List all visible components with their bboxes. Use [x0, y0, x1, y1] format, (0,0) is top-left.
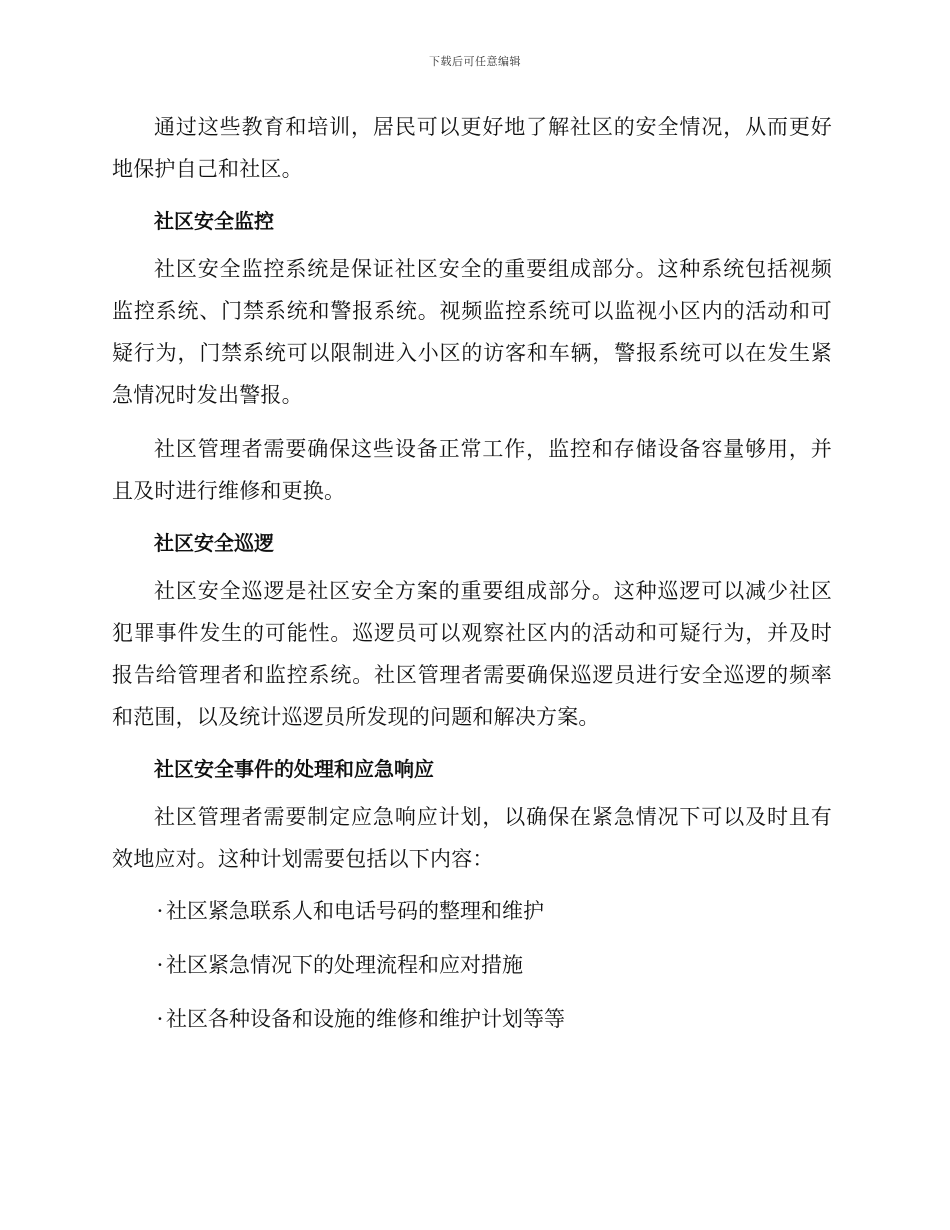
paragraph-patrol: 社区安全巡逻是社区安全方案的重要组成部分。这种巡逻可以减少社区犯罪事件发生的可能性。巡逻员可以观察社区内的活动和可疑行为，并及时报告给管理者和监控系统。社区管理者需要确保巡逻员进行安全巡逻的频率和范围，以及统计巡逻员所发现的问题和解决方案。: [112, 579, 832, 729]
paragraph-emergency-plan: 社区管理者需要制定应急响应计划，以确保在紧急情况下可以及时且有效地应对。这种计划需要包括以下内容：: [112, 805, 832, 871]
bullet-icon: ·: [156, 1007, 164, 1031]
intro-paragraph: 通过这些教育和培训，居民可以更好地了解社区的安全情况，从而更好地保护自己和社区。: [112, 115, 832, 181]
emergency-plan-list: [112, 890, 832, 1040]
section-heading-monitoring: 社区安全监控: [154, 209, 274, 233]
bullet-icon: ·: [156, 899, 164, 923]
paragraph-monitoring-maintenance: 社区管理者需要确保这些设备正常工作，监控和存储设备容量够用，并且及时进行维修和更换。: [112, 437, 832, 503]
document-body: [112, 106, 832, 1052]
list-item-text: 社区各种设备和设施的维修和维护计划等等: [166, 1007, 565, 1031]
section-heading-patrol: 社区安全巡逻: [154, 531, 274, 555]
section-heading-emergency: 社区安全事件的处理和应急响应: [154, 757, 434, 781]
list-item: [154, 998, 832, 1040]
list-item-text: 社区紧急联系人和电话号码的整理和维护: [166, 899, 544, 923]
paragraph-monitoring-systems: 社区安全监控系统是保证社区安全的重要组成部分。这种系统包括视频监控系统、门禁系统和警报系统。视频监控系统可以监视小区内的活动和可疑行为，门禁系统可以限制进入小区的访客和车辆，警报系统可以在发生紧急情况时发出警报。: [112, 257, 832, 407]
list-item: [154, 890, 832, 932]
bullet-icon: ·: [156, 953, 164, 977]
list-item-text: 社区紧急情况下的处理流程和应对措施: [166, 953, 523, 977]
list-item: [154, 944, 832, 986]
page-header: 下载后可任意编辑: [429, 55, 521, 68]
